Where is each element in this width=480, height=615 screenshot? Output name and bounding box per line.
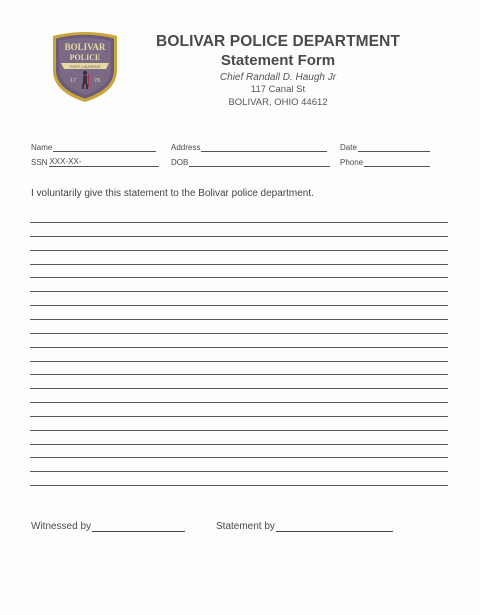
address-blank[interactable] bbox=[201, 142, 327, 152]
badge-top-text: BOLIVAR bbox=[64, 42, 106, 52]
witnessed-by-field[interactable] bbox=[31, 520, 185, 532]
date-field[interactable] bbox=[340, 142, 430, 152]
ssn-label: SSN bbox=[31, 158, 48, 167]
address-field[interactable] bbox=[171, 142, 327, 152]
writing-line[interactable] bbox=[30, 264, 448, 265]
letterhead bbox=[150, 33, 406, 109]
writing-line[interactable] bbox=[30, 277, 448, 278]
city-address: BOLIVAR, OHIO 44612 bbox=[228, 96, 328, 108]
writing-line[interactable] bbox=[30, 291, 448, 292]
dob-blank[interactable] bbox=[189, 157, 330, 167]
writing-line[interactable] bbox=[30, 347, 448, 348]
badge-ribbon-text: FORT LAURENS bbox=[69, 64, 101, 69]
badge-year-left: 17 bbox=[69, 78, 77, 84]
department-name: BOLIVAR POLICE DEPARTMENT bbox=[156, 33, 400, 50]
writing-line[interactable] bbox=[30, 319, 448, 320]
writing-line[interactable] bbox=[30, 305, 448, 306]
statement-by-field[interactable] bbox=[216, 520, 393, 532]
street-address: 117 Canal St bbox=[250, 84, 306, 95]
phone-field[interactable] bbox=[340, 157, 430, 167]
voluntary-statement-text: I voluntarily give this statement to the Bolivar police department. bbox=[31, 188, 314, 199]
statement-by-label: Statement by bbox=[216, 521, 275, 532]
writing-line[interactable] bbox=[30, 444, 448, 445]
badge-middle-text: POLICE bbox=[69, 53, 101, 62]
writing-line[interactable] bbox=[30, 374, 448, 375]
witnessed-by-label: Witnessed by bbox=[31, 521, 92, 532]
writing-line[interactable] bbox=[30, 222, 448, 223]
writing-line[interactable] bbox=[30, 333, 448, 334]
badge-year-right: 78 bbox=[93, 78, 101, 84]
form-title: Statement Form bbox=[220, 52, 336, 69]
writing-line[interactable] bbox=[30, 471, 448, 472]
dob-label: DOB bbox=[171, 158, 189, 167]
writing-line[interactable] bbox=[30, 402, 448, 403]
writing-line[interactable] bbox=[30, 388, 448, 389]
date-label: Date bbox=[340, 143, 357, 152]
dob-field[interactable] bbox=[171, 157, 330, 167]
writing-line[interactable] bbox=[30, 416, 448, 417]
writing-line[interactable] bbox=[30, 250, 448, 251]
witnessed-by-blank[interactable] bbox=[92, 520, 185, 532]
police-badge-icon bbox=[49, 30, 121, 104]
writing-line[interactable] bbox=[30, 236, 448, 237]
name-label: Name bbox=[31, 143, 53, 152]
writing-line[interactable] bbox=[30, 361, 448, 362]
ssn-field[interactable] bbox=[31, 157, 159, 167]
name-blank[interactable] bbox=[53, 142, 156, 152]
phone-label: Phone bbox=[340, 158, 364, 167]
date-blank[interactable] bbox=[358, 142, 430, 152]
ssn-value[interactable]: XXX-XX- bbox=[49, 157, 159, 167]
statement-by-blank[interactable] bbox=[276, 520, 393, 532]
name-field[interactable] bbox=[31, 142, 156, 152]
writing-line[interactable] bbox=[30, 485, 448, 486]
writing-line[interactable] bbox=[30, 430, 448, 431]
phone-blank[interactable] bbox=[364, 157, 430, 167]
chief-name: Chief Randall D. Haugh Jr bbox=[219, 72, 337, 83]
writing-line[interactable] bbox=[30, 457, 448, 458]
address-label: Address bbox=[171, 143, 201, 152]
